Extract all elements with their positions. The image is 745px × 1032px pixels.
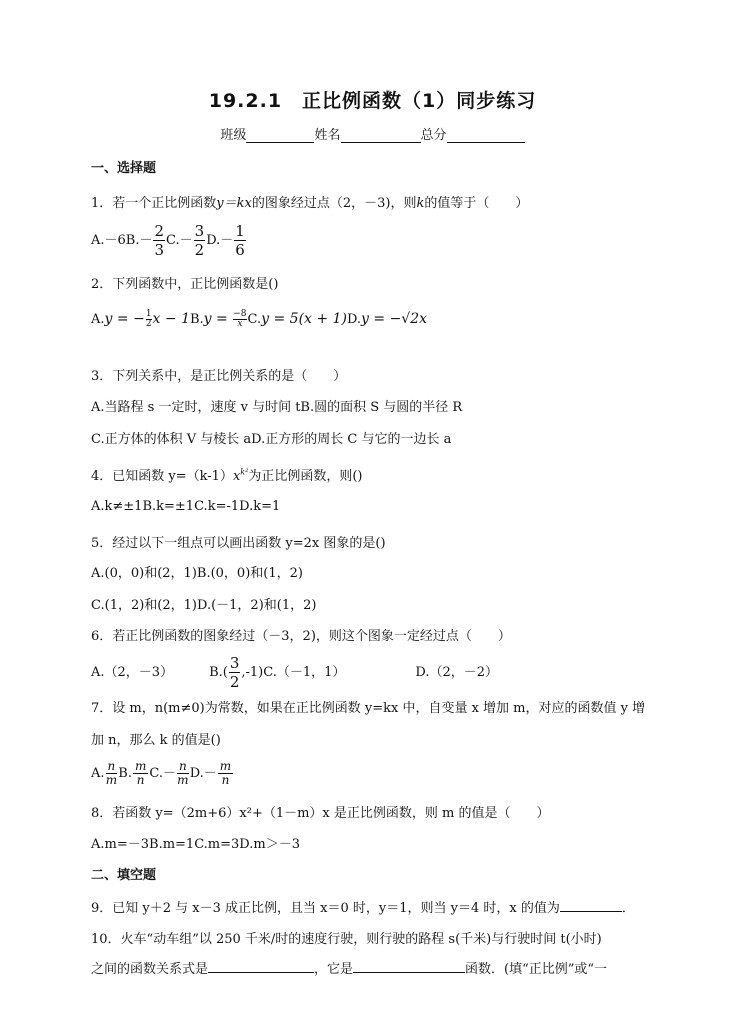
- q7-b-fraction: [133, 760, 148, 787]
- question-1-options: [91, 222, 247, 259]
- q10-answer-blank-2[interactable]: [353, 962, 465, 973]
- name-blank[interactable]: [341, 128, 421, 143]
- q10-answer-blank-1[interactable]: [208, 962, 314, 973]
- q7-b-den: n: [136, 773, 145, 787]
- q7-a-label: A.: [91, 766, 105, 781]
- q1-fraction-c-num: 3: [194, 222, 205, 240]
- question-1-stem: [91, 192, 528, 211]
- q2-a-expr1: y = −: [104, 311, 145, 327]
- question-3-options-cd: C.正方体的体积 V 与棱长 aD.正方形的周长 C 与它的一边长 a: [91, 432, 452, 447]
- q6-option-a: A.（2，－3）: [91, 665, 174, 680]
- q1-option-a: A.－6B.－: [91, 233, 153, 248]
- q2-c-expr: y = 5(x + 1): [261, 311, 347, 327]
- q1-fraction-b-num: 2: [154, 222, 165, 240]
- q1-fraction-c: [194, 222, 206, 259]
- question-7-options: [91, 760, 234, 787]
- q2-c-label: C.: [247, 312, 262, 327]
- q1-fraction-c-den: 2: [194, 241, 205, 259]
- question-7-line-1: 7．设 m，n(m≠0)为常数，如果在正比例函数 y=kx 中，自变量 x 增加 m，对应的函数值 y 增: [91, 701, 646, 716]
- score-label: 总分: [420, 128, 447, 143]
- page-title: 19.2.1 正比例函数（1）同步练习: [208, 90, 537, 112]
- q2-b-fraction-num: −8: [233, 309, 247, 319]
- q7-d-den: n: [221, 773, 230, 787]
- question-3-stem: 3．下列关系中，是正比例关系的是（ ）: [91, 369, 347, 384]
- q10-text-c: 函数．(填“正比例”或“一: [465, 962, 608, 977]
- question-10-line-2: [91, 958, 607, 977]
- q1-option-c-label: C.－: [166, 233, 193, 248]
- q9-answer-blank[interactable]: [560, 901, 622, 912]
- class-blank[interactable]: [246, 128, 314, 143]
- q4-x: x: [232, 469, 241, 484]
- question-10-line-1: 10．火车“动车组”以 250 千米/时的速度行驶，则行驶的路程 s(千米)与行驶时间 t(小时): [91, 932, 602, 947]
- q2-a-fraction: [146, 310, 152, 329]
- q7-c-num: n: [178, 759, 187, 773]
- class-label: 班级: [220, 128, 247, 143]
- q1-stem-c: 的值等于（ ）: [424, 196, 529, 211]
- q9-end: ．: [621, 901, 635, 916]
- q1-equation: y＝kx: [216, 196, 252, 211]
- q1-fraction-d: [234, 222, 246, 259]
- question-6-options: [91, 654, 498, 691]
- q7-d-label: D.－: [189, 766, 217, 781]
- section-fill-heading: 二、填空题: [91, 868, 157, 883]
- q2-a-expr2: x − 1: [152, 311, 190, 327]
- q6-fraction-den: 2: [229, 673, 240, 691]
- q9-text: 9．已知 y＋2 与 x－3 成正比例，且当 x＝0 时，y＝1，则当 y＝4 时，x 的值为: [91, 901, 560, 916]
- q7-b-label: B.: [118, 766, 132, 781]
- q1-stem-b: 的图象经过点（2，－3)，则: [251, 196, 417, 211]
- question-8-options: A.m=－3B.m=1C.m=3D.m＞－3: [91, 837, 300, 852]
- q1-fraction-d-num: 1: [235, 222, 245, 240]
- question-3-options-ab: A.当路程 s 一定时，速度 v 与时间 tB.圆的面积 S 与圆的半径 R: [91, 400, 463, 415]
- q2-a-fraction-num: 1: [145, 309, 152, 319]
- q6-option-b-close: ,-1)C.（－1，1）: [241, 665, 346, 680]
- q7-c-fraction: [177, 760, 189, 787]
- q6-option-d: D.（2，－2）: [415, 665, 499, 680]
- q7-a-den: m: [105, 773, 118, 787]
- q7-c-label: C.－: [149, 766, 176, 781]
- q7-d-num: m: [219, 759, 232, 773]
- q1-option-d-label: D.－: [206, 233, 234, 248]
- question-2-stem: 2．下列函数中，正比例函数是(): [91, 277, 279, 292]
- question-8-stem: 8．若函数 y=（2m+6）x²+（1－m）x 是正比例函数，则 m 的值是（ ）: [91, 806, 550, 821]
- score-blank[interactable]: [447, 128, 525, 143]
- q1-stem-a: 1．若一个正比例函数: [91, 196, 217, 211]
- q2-b-fraction: [233, 310, 246, 329]
- question-6-stem: 6．若正比例函数的图象经过（－3，2)，则这个图象一定经过点（ ）: [91, 629, 511, 644]
- q2-d-expr: y = −√2x: [361, 311, 428, 327]
- question-4-stem: [91, 465, 363, 484]
- q6-fraction-num: 3: [229, 654, 240, 672]
- q2-b-label: B.: [189, 312, 204, 327]
- question-9: [91, 897, 635, 916]
- name-label: 姓名: [314, 128, 341, 143]
- question-7-line-2: 加 n，那么 k 的值是(): [91, 733, 221, 748]
- q4-stem-b: 为正比例函数，则(): [248, 469, 363, 484]
- q7-b-num: m: [134, 759, 147, 773]
- question-5-stem: 5．经过以下一组点可以画出函数 y=2x 图象的是(): [91, 536, 386, 551]
- q6-option-b-open: B.(: [209, 665, 228, 680]
- q10-text-b: ，它是: [314, 962, 354, 977]
- question-4-options: A.k≠±1B.k=±1C.k=-1D.k=1: [91, 499, 281, 514]
- q6-fraction-b: [229, 654, 241, 691]
- q7-a-fraction: [106, 760, 118, 787]
- question-5-options-cd: C.(1，2)和(2，1)D.(－1，2)和(1，2): [91, 598, 317, 613]
- q1-k: k: [416, 196, 425, 211]
- q1-fraction-d-den: 6: [235, 241, 245, 259]
- q10-text-a: 之间的函数关系式是: [91, 962, 209, 977]
- q7-a-num: n: [107, 759, 116, 773]
- q4-stem-a: 4．已知函数 y=（k-1）: [91, 469, 233, 484]
- q7-c-den: m: [177, 773, 189, 787]
- section-choice-heading: 一、选择题: [91, 161, 157, 176]
- student-info-line: [0, 124, 745, 143]
- q2-a-label: A.: [91, 312, 105, 327]
- question-2-options: [91, 310, 427, 329]
- q1-fraction-b-den: 3: [154, 241, 165, 259]
- q1-fraction-b: [153, 222, 165, 259]
- q7-d-fraction: [218, 760, 233, 787]
- q2-a-fraction-den: 2: [145, 319, 152, 329]
- q4-exponent: k²: [240, 467, 249, 477]
- q2-b-expr1: y =: [203, 311, 233, 327]
- q2-b-fraction-den: x: [237, 319, 243, 329]
- question-5-options-ab: A.(0，0)和(2，1)B.(0，0)和(1，2): [91, 566, 303, 581]
- q2-d-label: D.: [346, 312, 362, 327]
